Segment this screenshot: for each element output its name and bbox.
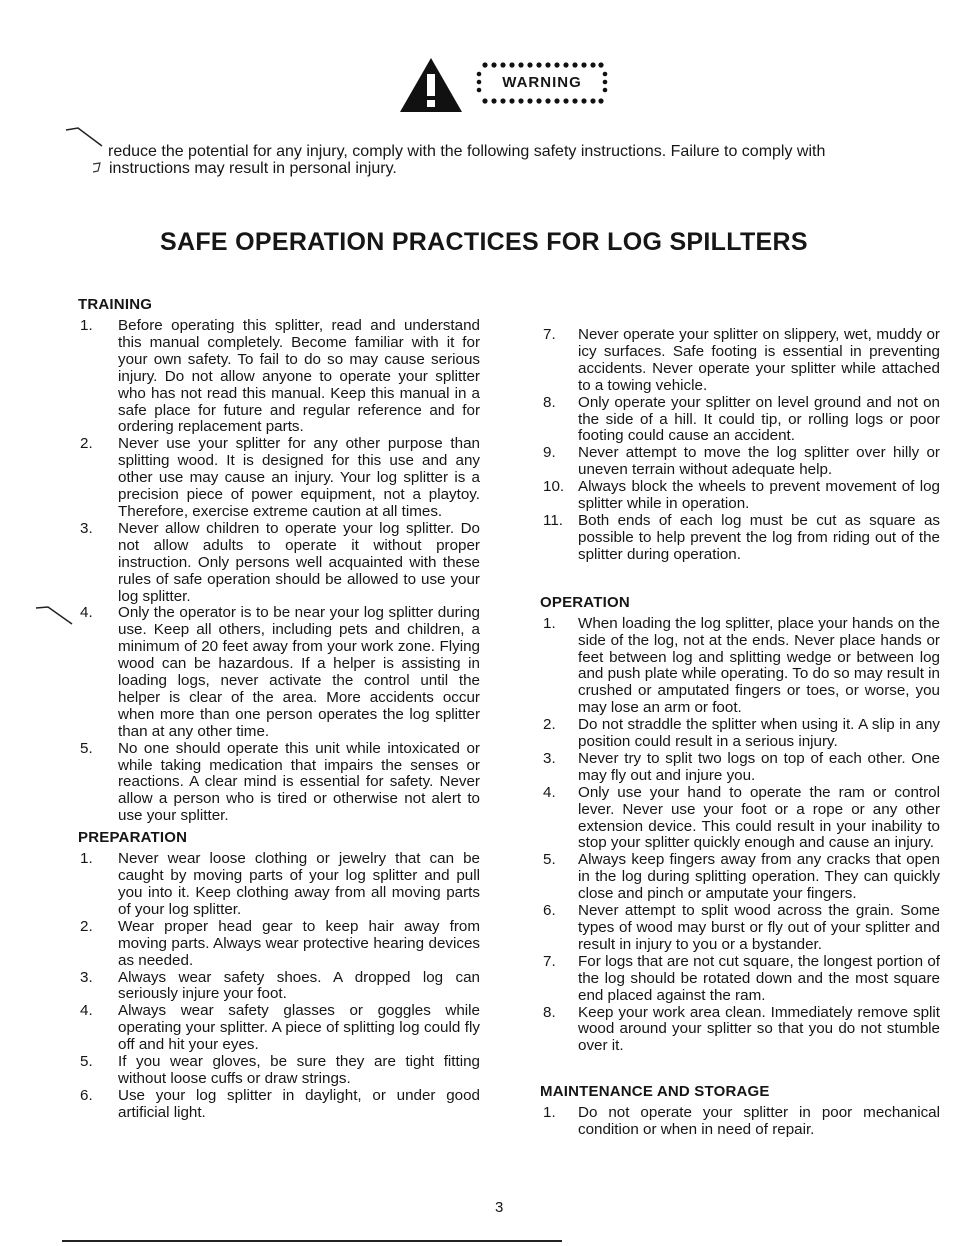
list-item [78, 1054, 480, 1088]
list-item [78, 521, 480, 606]
list-item [78, 1003, 480, 1054]
item-text: Only operate your splitter on level ground and not on the side of a hill. It could tip, or rolling logs or poor footing could cause an accident. [578, 393, 940, 445]
list-item [540, 852, 940, 903]
item-text: Never wear loose clothing or jewelry that can be caught by moving parts of your log splitter and pull you into it. Keep clothing away from all moving parts of your log splitter. [118, 850, 480, 918]
item-text: Before operating this splitter, read and understand this manual completely. Become familiar with it for your own safety. To fail to do so may cause serious injury. Do not allow anyone to operate your splitter who has not read this manual. Keep this manual in a safe place for future and regular reference and for ordering replacement parts. [118, 317, 480, 436]
item-number: 7. [543, 326, 556, 343]
item-text: Always block the wheels to prevent movement of log splitter while in operation. [578, 478, 940, 513]
list-item [78, 436, 480, 521]
item-text: Keep your work area clean. Immediately remove split wood around your splitter so that you do not stumble over it. [578, 1003, 940, 1055]
list-item [540, 751, 940, 785]
list-item [78, 970, 480, 1004]
warning-header [398, 52, 628, 114]
item-text: Wear proper head gear to keep hair away from moving parts. Always wear protective hearing devices as needed. [118, 917, 480, 969]
scan-mark-icon [90, 160, 104, 174]
item-number: 2. [80, 435, 93, 453]
list-item [540, 903, 940, 954]
list-item [540, 1105, 940, 1139]
item-text: Never operate your splitter on slippery, wet, muddy or icy surfaces. Safe footing is essential in preventing accidents. Never operate your splitter while attached to a towing vehicle. [578, 326, 940, 394]
intro-line-1: reduce the potential for any injury, comply with the following safety instructions. Failure to comply with [108, 143, 826, 160]
item-number: 5. [543, 851, 556, 869]
item-number: 6. [543, 902, 556, 920]
item-number: 10. [543, 478, 565, 496]
operation-list [540, 616, 940, 1056]
item-number: 3. [80, 968, 93, 986]
list-item [540, 513, 940, 564]
list-item [78, 851, 480, 919]
item-text: Only use your hand to operate the ram or control lever. Never use your foot or a rope or any other extension device. This could result in your inability to stop your splitter quickly enough and cause an injury. [578, 783, 940, 852]
intro-paragraph [108, 143, 938, 177]
training-heading: TRAINING [78, 296, 153, 313]
warning-label-box [476, 60, 608, 104]
right-column [540, 327, 940, 1139]
item-number: 3. [80, 519, 93, 537]
list-item [540, 616, 940, 717]
list-item [540, 1005, 940, 1056]
left-column [78, 296, 480, 1122]
item-text: Only the operator is to be near your log splitter during use. Keep all others, including pets and children, a minimum of 20 feet away from your work zone. Flying wood can be hazardous. If a helper is assisting in loading logs, never activate the control until the helper is clear of the area. More accidents occur when more than one person operates the log splitter than at any other time. [118, 604, 480, 740]
item-text: Never use your splitter for any other purpose than splitting wood. It is designed for this use and any other use may cause an injury. Your log splitter is a precision piece of power equipment, not a playtoy. Therefore, exercise extreme caution at all times. [118, 435, 480, 520]
list-item [540, 395, 940, 446]
item-text: Always wear safety shoes. A dropped log can seriously injure your foot. [118, 968, 480, 1003]
item-number: 4. [543, 783, 556, 801]
list-item [540, 479, 940, 513]
list-item [540, 445, 940, 479]
item-number: 3. [543, 749, 556, 767]
list-item [78, 919, 480, 970]
item-number: 1. [80, 317, 93, 334]
page-title: SAFE OPERATION PRACTICES FOR LOG SPILLTERS [160, 228, 808, 256]
item-number: 4. [80, 604, 93, 622]
item-text: Never attempt to move the log splitter over hilly or uneven terrain without adequate help. [578, 444, 940, 479]
page-number: 3 [495, 1199, 504, 1216]
training-list [78, 318, 480, 825]
item-number: 8. [543, 393, 556, 411]
item-number: 2. [80, 917, 93, 935]
item-text: Always keep fingers away from any cracks that open in the log during splitting operation. They can quickly close and pinch or amputate your fingers. [578, 851, 940, 903]
item-text: No one should operate this unit while intoxicated or while taking medication that impairs the senses or reactions. A clear mind is essential for safety. Never allow a person who is tired or otherwise not alert to use your splitter. [118, 739, 480, 825]
list-item [540, 327, 940, 395]
item-number: 1. [80, 850, 93, 868]
item-number: 4. [80, 1002, 93, 1020]
item-text: If you wear gloves, be sure they are tight fitting without loose cuffs or draw strings. [118, 1053, 480, 1087]
list-item [78, 318, 480, 436]
item-text: Both ends of each log must be cut as square as possible to help prevent the log from riding out of the splitter during operation. [578, 511, 940, 563]
list-item [540, 717, 940, 751]
item-number: 8. [543, 1003, 556, 1021]
item-text: Never allow children to operate your log splitter. Do not allow adults to operate it without proper instruction. Only persons well acquainted with these rules of safe operation should be allowed to use your log splitter. [118, 519, 480, 605]
bottom-rule [62, 1240, 562, 1242]
list-item [540, 954, 940, 1005]
list-item [540, 785, 940, 853]
operation-heading: OPERATION [540, 593, 630, 611]
item-text: When loading the log splitter, place your hands on the side of the log, not at the ends. Never place hands or feet between log and splitting wedge or between log and push plate while operating. To do so may result in crushed or amputated fingers or toes, or worse, you may lose an arm or foot. [578, 614, 940, 717]
item-number: 1. [543, 1104, 556, 1122]
intro-line-2: instructions may result in personal injury. [109, 160, 397, 177]
preparation-list [78, 851, 480, 1122]
scan-mark-icon [64, 124, 104, 150]
training-continued-list [540, 327, 940, 564]
item-text: Always wear safety glasses or goggles while operating your splitter. A piece of splitting log could fly off and hit your eyes. [118, 1002, 480, 1054]
item-number: 1. [543, 614, 556, 632]
item-number: 7. [543, 952, 556, 970]
item-number: 5. [80, 1053, 93, 1071]
dotted-border-icon [482, 62, 604, 68]
warning-triangle-icon [398, 56, 464, 114]
item-text: Never attempt to split wood across the grain. Some types of wood may burst or fly out of your splitter and result in injury to you or a bystander. [578, 902, 940, 953]
item-text: Use your log splitter in daylight, or under good artificial light. [118, 1086, 480, 1121]
list-item [78, 741, 480, 826]
scan-mark-icon [34, 604, 74, 628]
list-item [78, 1088, 480, 1122]
item-text: Do not operate your splitter in poor mechanical condition or when in need of repair. [578, 1104, 940, 1139]
maintenance-list [540, 1105, 940, 1139]
item-number: 2. [543, 716, 556, 734]
warning-label: WARNING [502, 74, 582, 91]
item-text: For logs that are not cut square, the longest portion of the log should be rotated down and the most square end placed against the ram. [578, 952, 940, 1004]
item-number: 5. [80, 739, 93, 757]
maintenance-heading: MAINTENANCE AND STORAGE [540, 1083, 770, 1101]
list-item [78, 605, 480, 740]
item-number: 11. [543, 511, 563, 529]
item-text: Do not straddle the splitter when using it. A slip in any position could result in a serious injury. [578, 716, 940, 751]
preparation-heading: PREPARATION [78, 829, 188, 847]
item-number: 9. [543, 444, 556, 462]
item-text: Never try to split two logs on top of each other. One may fly out and injure you. [578, 749, 940, 784]
item-number: 6. [80, 1086, 93, 1104]
dotted-border-icon [482, 98, 604, 104]
